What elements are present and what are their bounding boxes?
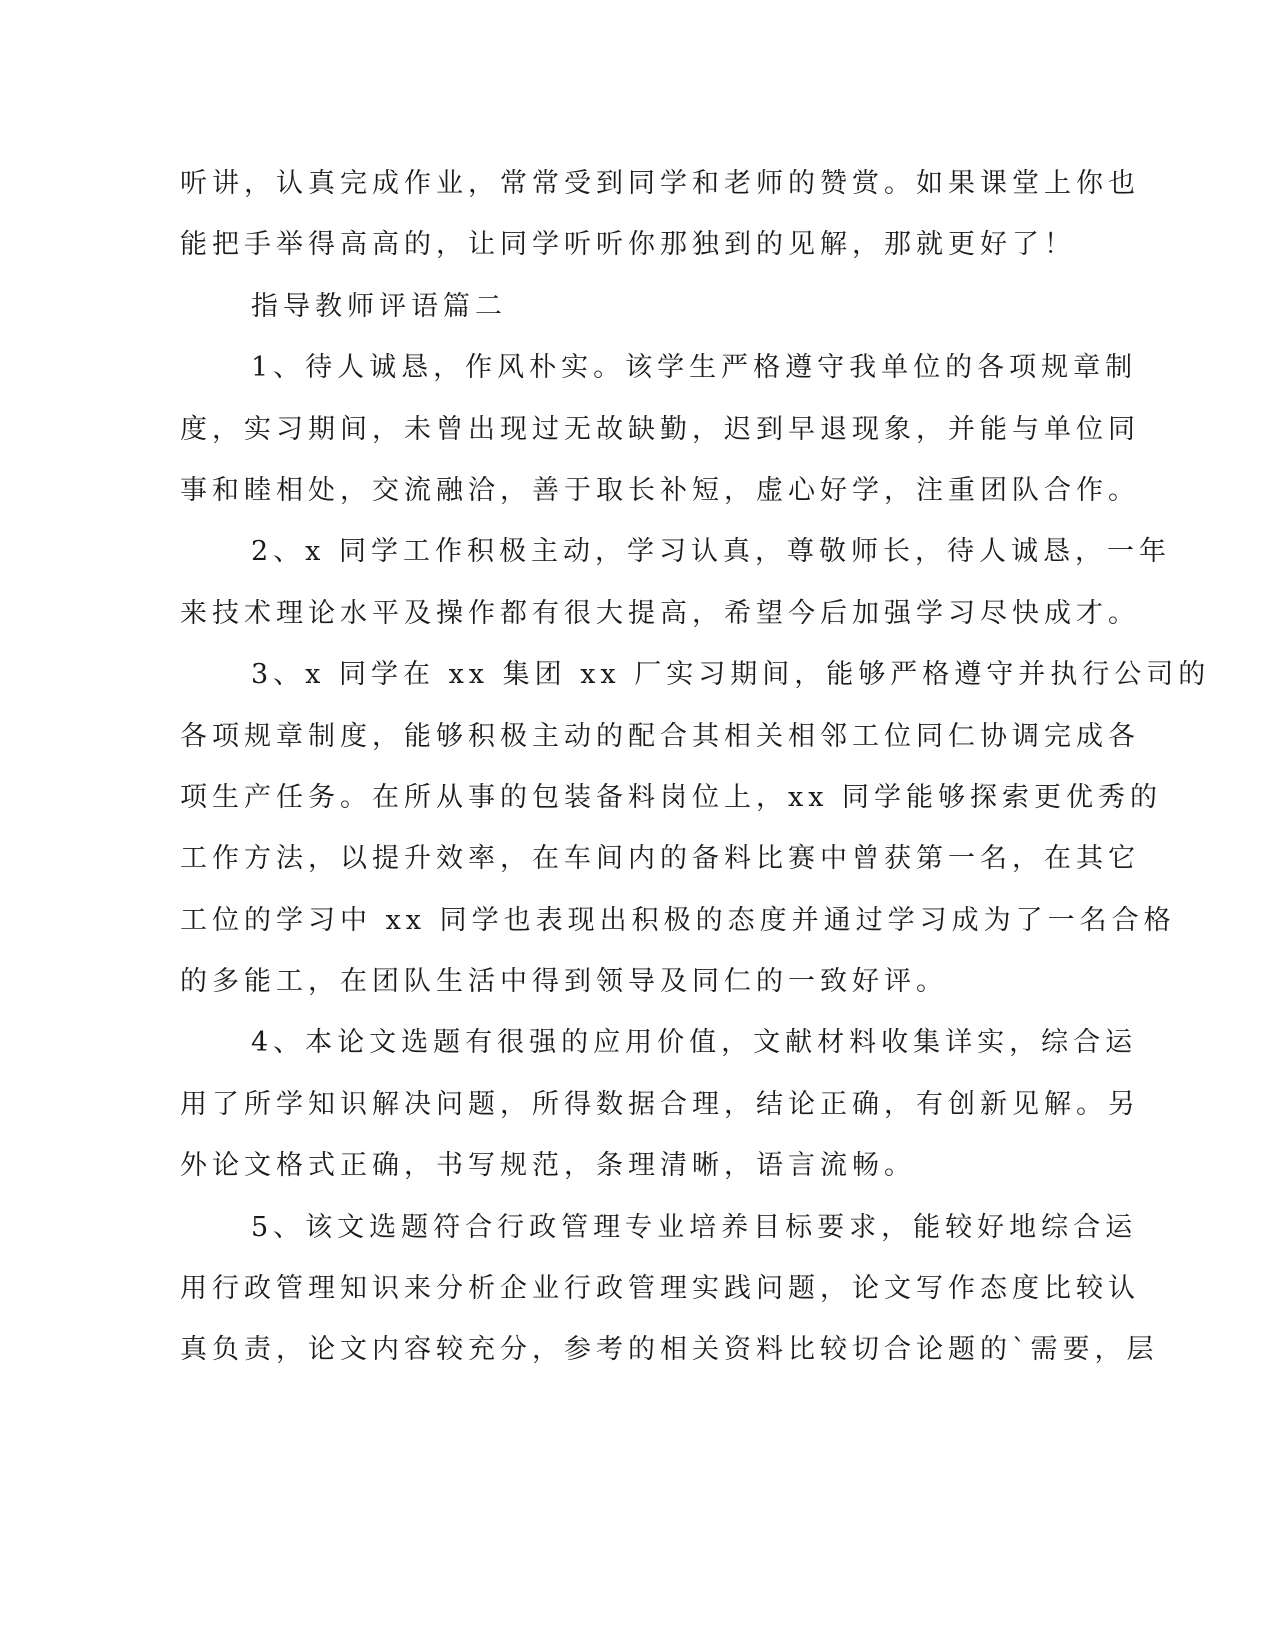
text-line: 用了所学知识解决问题，所得数据合理，结论正确，有创新见解。另 <box>180 1088 1140 1120</box>
text-line: 项生产任务。在所从事的包装备料岗位上，xx 同学能够探索更优秀的 <box>180 781 1163 813</box>
text-line: 用行政管理知识来分析企业行政管理实践问题，论文写作态度比较认 <box>180 1273 1140 1305</box>
text-line: 工作方法，以提升效率，在车间内的备料比赛中曾获第一名，在其它 <box>180 843 1140 875</box>
text-line: 3、x 同学在 xx 集团 xx 厂实习期间，能够严格遵守并执行公司的 <box>251 659 1211 691</box>
text-line: 的多能工，在团队生活中得到领导及同仁的一致好评。 <box>180 966 948 998</box>
document-page <box>180 153 1211 1381</box>
text-line: 2、x 同学工作积极主动，学习认真，尊敬师长，待人诚恳，一年 <box>251 536 1171 568</box>
text-line: 工位的学习中 xx 同学也表现出积极的态度并通过学习成为了一名合格 <box>180 904 1176 936</box>
text-line: 能把手举得高高的，让同学听听你那独到的见解，那就更好了！ <box>180 229 1076 261</box>
text-line: 各项规章制度，能够积极主动的配合其相关相邻工位同仁协调完成各 <box>180 720 1140 752</box>
text-line: 5、该文选题符合行政管理专业培养目标要求，能较好地综合运 <box>251 1211 1138 1243</box>
text-line: 真负责，论文内容较充分，参考的相关资料比较切合论题的`需要，层 <box>180 1334 1159 1366</box>
text-line: 外论文格式正确，书写规范，条理清晰，语言流畅。 <box>180 1150 916 1182</box>
text-line: 度，实习期间，未曾出现过无故缺勤，迟到早退现象，并能与单位同 <box>180 413 1140 445</box>
text-line: 1、待人诚恳，作风朴实。该学生严格遵守我单位的各项规章制 <box>251 352 1138 384</box>
text-line: 4、本论文选题有很强的应用价值，文献材料收集详实，综合运 <box>251 1027 1138 1059</box>
section-heading: 指导教师评语篇二 <box>251 290 507 322</box>
text-line: 听讲，认真完成作业，常常受到同学和老师的赞赏。如果课堂上你也 <box>180 168 1140 199</box>
text-line: 来技术理论水平及操作都有很大提高，希望今后加强学习尽快成才。 <box>180 597 1140 629</box>
text-line: 事和睦相处，交流融洽，善于取长补短，虚心好学，注重团队合作。 <box>180 474 1140 506</box>
